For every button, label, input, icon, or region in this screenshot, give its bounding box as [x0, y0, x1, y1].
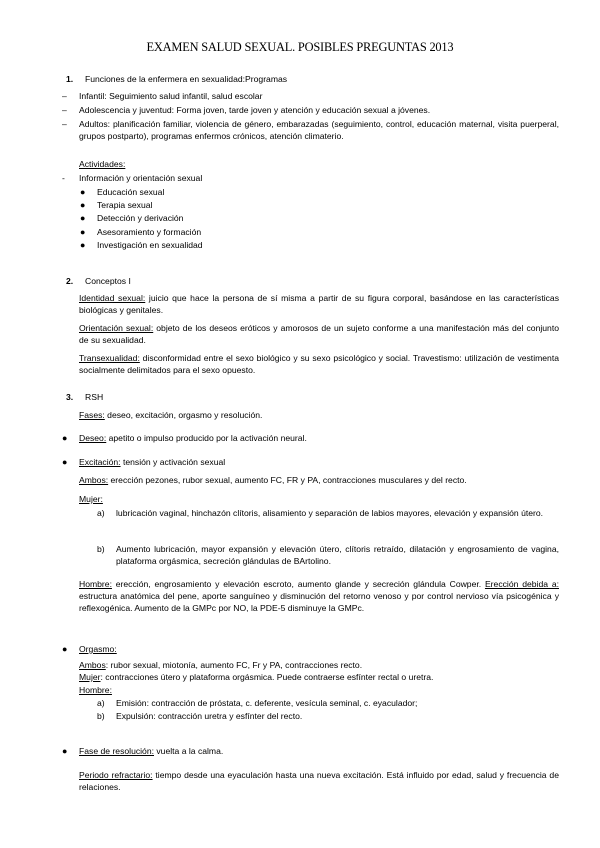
list-letter: b) — [97, 711, 105, 721]
orientacion-paragraph — [79, 322, 559, 346]
mujer-label: Mujer: — [79, 494, 103, 504]
dash-marker: – — [62, 91, 67, 101]
list-letter: b) — [97, 544, 105, 554]
orgasmo-mujer-term: Mujer — [79, 672, 101, 682]
resolucion-term: Fase de resolución: — [79, 746, 154, 756]
activity-item: Terapia sexual — [97, 200, 153, 210]
orgasmo-ambos-term: Ambos — [79, 660, 106, 670]
ambos-paragraph — [79, 474, 467, 486]
orientacion-text: objeto de los deseos eróticos y amorosos de un sujeto conforme a una manifestación más del conjunto de su sexualidad. — [79, 323, 559, 345]
fases-paragraph — [79, 409, 262, 421]
bullet-icon: ● — [62, 644, 68, 654]
bullet-icon: ● — [80, 227, 86, 237]
orgasmo-ambos-text: : rubor sexual, miotonía, aumento FC, Fr y PA, contracciones recto. — [105, 660, 363, 670]
orgasmo-mujer-text: : contracciones útero y plataforma orgásmica. Puede contraerse esfínter rectal o uretra. — [100, 672, 434, 682]
section-2-number: 2. — [66, 276, 74, 286]
section-1-number: 1. — [66, 74, 74, 84]
bullet-icon: ● — [62, 746, 68, 756]
deseo-term: Deseo: — [79, 433, 107, 443]
refractario-paragraph — [79, 769, 559, 793]
bullet-icon: ● — [62, 433, 68, 443]
orgasmo-hombre-label: Hombre: — [79, 685, 112, 695]
refractario-text: tiempo desde una eyaculación hasta una nueva excitación. Está influido por edad, salud y frecuencia de relaciones. — [79, 770, 559, 792]
deseo-paragraph — [79, 432, 307, 444]
hombre-term: Hombre: — [79, 579, 112, 589]
mujer-item-b: Aumento lubricación, mayor expansión y elevación útero, clítoris retraído, dilatación y engrosamiento de vagina, plataforma orgásmica, secreción glándulas de BArtolino. — [116, 544, 559, 566]
bullet-icon: ● — [62, 457, 68, 467]
actividades-label: Actividades: — [79, 159, 126, 169]
transexualidad-paragraph — [79, 352, 559, 376]
ereccion-text: estructura anatómica del pene, aporte sanguíneo y disminución del retorno venoso y por control nervioso vía psicogénica y reflexogénica. Aumento de la GMPc por NO, la PDE-5 disminuye la GMPc. — [79, 591, 559, 613]
identidad-paragraph — [79, 292, 559, 316]
orientacion-term: Orientación sexual: — [79, 323, 154, 333]
document-title: EXAMEN SALUD SEXUAL. POSIBLES PREGUNTAS 2013 — [146, 40, 454, 54]
orgasmo-mujer-paragraph — [79, 671, 433, 683]
list-letter: a) — [97, 508, 105, 518]
resolucion-paragraph — [79, 745, 223, 757]
bullet-icon: ● — [80, 187, 86, 197]
section-3-number: 3. — [66, 392, 74, 402]
excitacion-paragraph — [79, 456, 225, 468]
s1-item-adolescencia: Adolescencia y juventud: Forma joven, tarde joven y atención y educación sexual a jóvenes. — [79, 105, 431, 115]
fases-text: deseo, excitación, orgasmo y resolución. — [104, 410, 263, 420]
info-orientacion-label: Información y orientación sexual — [79, 173, 203, 183]
orgasmo-label: Orgasmo: — [79, 644, 117, 654]
section-3-heading: RSH — [85, 392, 104, 402]
excitacion-term: Excitación: — [79, 457, 121, 467]
section-2-heading: Conceptos I — [85, 276, 131, 286]
ereccion-term: Erección debida a: — [484, 579, 559, 589]
activity-item: Asesoramiento y formación — [97, 227, 202, 237]
identidad-text: juicio que hace la persona de sí misma a partir de su figura corporal, basándose en las características biológicas y genitales. — [79, 293, 559, 315]
orgasmo-hombre-item-a: Emisión: contracción de próstata, c. deferente, vesícula seminal, c. eyaculador; — [116, 698, 418, 708]
refractario-term: Periodo refractario: — [79, 770, 153, 780]
bullet-icon: ● — [80, 200, 86, 210]
s1-item-adultos: Adultos: planificación familiar, violencia de género, embarazadas (seguimiento, control, educación maternal, visita puerperal, grupos postparto), programas enfermos crónicos, atención climaterio. — [79, 119, 559, 141]
dash-marker: – — [62, 105, 67, 115]
hombre-paragraph — [79, 578, 559, 614]
mujer-item-a: lubricación vaginal, hinchazón clítoris, alisamiento y separación de labios mayores, elevación y expansión útero. — [116, 508, 544, 518]
transexualidad-term: Transexualidad: — [79, 353, 140, 363]
ambos-term: Ambos: — [79, 475, 109, 485]
s1-item-infantil: Infantil: Seguimiento salud infantil, salud escolar — [79, 91, 263, 101]
transexualidad-text: disconformidad entre el sexo biológico y su sexo psicológico y social. Travestismo: utilización de vestimenta socialmente delimitados para el sexo opuesto. — [79, 353, 559, 375]
section-1-heading: Funciones de la enfermera en sexualidad:Programas — [85, 74, 288, 84]
resolucion-text: vuelta a la calma. — [154, 746, 224, 756]
dash-marker: - — [62, 173, 65, 183]
orgasmo-hombre-item-b: Expulsión: contracción uretra y esfínter del recto. — [116, 711, 303, 721]
orgasmo-ambos-paragraph — [79, 659, 362, 671]
identidad-term: Identidad sexual: — [79, 293, 146, 303]
list-letter: a) — [97, 698, 105, 708]
dash-marker: – — [62, 119, 67, 129]
ambos-text: erección pezones, rubor sexual, aumento FC, FR y PA, contracciones musculares y del recto. — [108, 475, 467, 485]
activity-item: Investigación en sexualidad — [97, 240, 203, 250]
excitacion-text: tensión y activación sexual — [120, 457, 226, 467]
fases-term: Fases: — [79, 410, 105, 420]
hombre-text: erección, engrosamiento y elevación escroto, aumento glande y secreción glándula Cowper. — [111, 579, 485, 589]
bullet-icon: ● — [80, 213, 86, 223]
activity-item: Educación sexual — [97, 187, 165, 197]
deseo-text: apetito o impulso producido por la activación neural. — [106, 433, 307, 443]
bullet-icon: ● — [80, 240, 86, 250]
activity-item: Detección y derivación — [97, 213, 184, 223]
